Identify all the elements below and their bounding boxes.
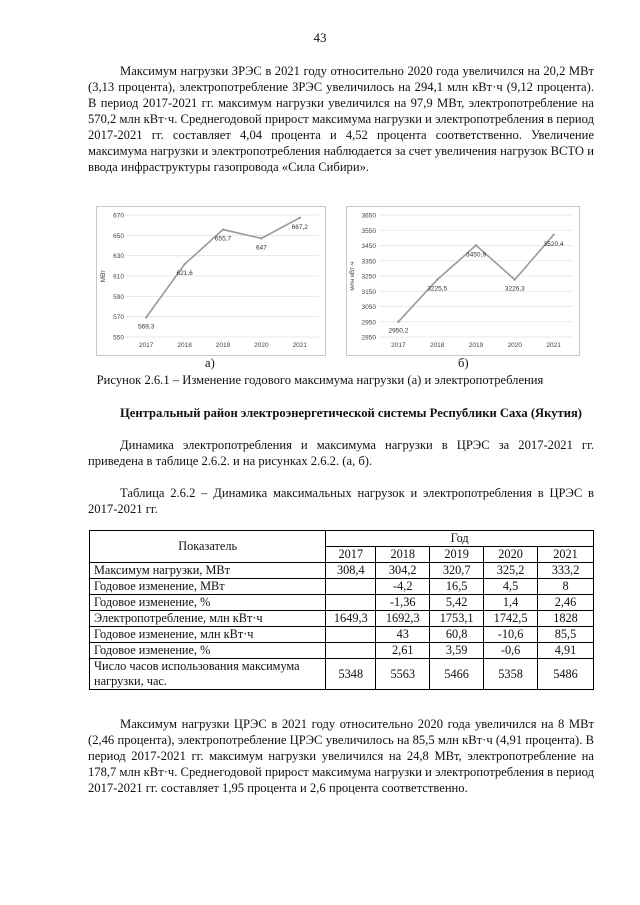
cell: 1742,5 xyxy=(484,611,538,627)
data-point xyxy=(183,263,185,265)
cell xyxy=(326,627,376,643)
cell: 5358 xyxy=(484,659,538,690)
y-tick-label: 3050 xyxy=(361,304,376,311)
cell: 5348 xyxy=(326,659,376,690)
header-year: Год xyxy=(326,531,594,547)
data-label: 2950,2 xyxy=(388,327,409,335)
data-point xyxy=(514,278,516,280)
cell: -1,36 xyxy=(376,595,430,611)
y-tick-label: 3150 xyxy=(361,288,376,296)
data-point xyxy=(397,321,399,323)
y-tick-label: 590 xyxy=(113,293,124,301)
table-row xyxy=(90,659,594,690)
cell: 5563 xyxy=(376,659,430,690)
cell xyxy=(326,595,376,611)
row-label: Электропотребление, млн кВт·ч xyxy=(90,611,326,627)
table-caption: Таблица 2.6.2 – Динамика максимальных нагрузок и электропотребления в ЦРЭС в 2017-2021 гг. xyxy=(88,486,594,516)
cell: 43 xyxy=(376,627,430,643)
chart-b xyxy=(346,206,580,356)
y-tick-label: 2850 xyxy=(361,334,376,342)
chart-b-svg xyxy=(347,207,579,355)
y-tick-label: 650 xyxy=(113,232,124,240)
data-label: 655,7 xyxy=(214,235,232,243)
page-number: 43 xyxy=(313,30,327,45)
series-line xyxy=(398,235,553,322)
cell xyxy=(326,579,376,595)
x-tick-label: 2019 xyxy=(215,342,231,349)
y-axis-label: млн кВт·ч xyxy=(349,261,356,291)
sub-label-b: б) xyxy=(458,356,469,370)
cell: 1753,1 xyxy=(430,611,484,627)
cell: 1,4 xyxy=(484,595,538,611)
cell: 5486 xyxy=(538,659,594,690)
data-point xyxy=(552,234,554,236)
x-tick-label: 2020 xyxy=(507,342,523,349)
header-year-cell: 2021 xyxy=(538,547,594,563)
paragraph-tsres: Максимум нагрузки ЦРЭС в 2021 году относительно 2020 года увеличился на 8 МВт (2,46 процента), электропотребление ЦРЭС увеличилось на 85,5 млн кВт·ч (4,91 процента). В период 2017-2021 гг. максимум нагрузки увеличился на 24,8 МВт, электропотребление на 178,7 млн кВт·ч. Среднегодовой прирост максимума нагрузки и электропотребления в период 2017-2021 гг. составляет 1,95 процента и 2,6 процента соответственно. xyxy=(88,717,594,795)
table-row xyxy=(90,643,594,659)
cell: 325,2 xyxy=(484,563,538,579)
x-tick-label: 2020 xyxy=(254,342,269,349)
cell: 4,5 xyxy=(484,579,538,595)
data-point xyxy=(436,279,438,281)
y-tick-label: 610 xyxy=(113,273,124,281)
x-tick-label: 2018 xyxy=(429,342,445,349)
cell: 320,7 xyxy=(430,563,484,579)
x-tick-label: 2019 xyxy=(468,342,484,349)
header-year-cell: 2020 xyxy=(484,547,538,563)
x-tick-label: 2017 xyxy=(391,342,406,349)
figure-caption: Рисунок 2.6.1 – Изменение годового максимума нагрузки (а) и электропотребления xyxy=(96,373,544,387)
x-tick-label: 2018 xyxy=(177,342,192,349)
cell xyxy=(326,643,376,659)
data-point xyxy=(260,237,262,239)
y-tick-label: 570 xyxy=(113,314,124,322)
row-label: Максимум нагрузки, МВт xyxy=(90,563,326,579)
y-tick-label: 3650 xyxy=(361,212,376,220)
y-tick-label: 3350 xyxy=(361,258,376,266)
table-row xyxy=(90,563,594,579)
row-label: Годовое изменение, млн кВт·ч xyxy=(90,627,326,643)
paragraph-zres: Максимум нагрузки ЗРЭС в 2021 году относительно 2020 года увеличился на 20,2 МВт (3,13 процента), электропотребление ЗРЭС увеличилось на 294,1 млн кВт·ч (9,12 процента). В период 2017-2021 гг. максимум нагрузки увеличился на 97,9 МВт, электропотребление на 570,2 млн кВт·ч. Среднегодовой прирост максимума нагрузки и электропотребления в период 2017-2021 гг. составляет 4,04 процента и 4,52 процента соответственно. Увеличение максимума нагрузки и электропотребления наблюдается за счет увеличения нагрузок ВСТО и ввода инфраструктуры газопровода «Сила Сибири». xyxy=(88,64,594,174)
paragraph-intro: Динамика электропотребления и максимума нагрузки в ЦРЭС за 2017-2021 гг. приведена в таблице 2.6.2. и на рисунках 2.6.2. (а, б). xyxy=(88,438,594,468)
data-table xyxy=(89,530,594,690)
data-label: 667,2 xyxy=(291,223,308,231)
y-tick-label: 3550 xyxy=(361,227,376,235)
cell: 5466 xyxy=(430,659,484,690)
table-row xyxy=(90,579,594,595)
cell: 333,2 xyxy=(538,563,594,579)
cell: 85,5 xyxy=(538,627,594,643)
data-label: 621,6 xyxy=(176,270,193,278)
table-row xyxy=(90,611,594,627)
cell: -4,2 xyxy=(376,579,430,595)
cell: 1649,3 xyxy=(326,611,376,627)
y-tick-label: 550 xyxy=(113,334,124,342)
data-label: 3520,4 xyxy=(543,240,564,248)
cell: 5,42 xyxy=(430,595,484,611)
y-axis-label: МВт xyxy=(100,269,107,283)
x-tick-label: 2021 xyxy=(546,342,561,349)
y-tick-label: 2950 xyxy=(361,319,376,327)
data-point xyxy=(299,217,301,219)
header-year-cell: 2018 xyxy=(376,547,430,563)
cell: 4,91 xyxy=(538,643,594,659)
table-row xyxy=(90,627,594,643)
data-label: 3450,9 xyxy=(466,251,486,259)
y-tick-label: 3450 xyxy=(361,243,376,250)
section-title: Центральный район электроэнергетической системы Республики Саха (Якутия) xyxy=(120,406,582,420)
data-label: 647 xyxy=(255,244,267,252)
chart-a-svg xyxy=(97,207,325,355)
table-row xyxy=(90,595,594,611)
cell: 60,8 xyxy=(430,627,484,643)
chart-a xyxy=(96,206,326,356)
series-line xyxy=(146,218,300,318)
data-point xyxy=(145,316,147,318)
row-label: Годовое изменение, МВт xyxy=(90,579,326,595)
row-label: Годовое изменение, % xyxy=(90,643,326,659)
data-label: 3225,5 xyxy=(427,285,448,293)
cell: 2,46 xyxy=(538,595,594,611)
header-year-cell: 2017 xyxy=(326,547,376,563)
row-label: Годовое изменение, % xyxy=(90,595,326,611)
data-point xyxy=(222,228,224,230)
header-year-cell: 2019 xyxy=(430,547,484,563)
y-tick-label: 630 xyxy=(113,253,124,261)
cell: 1828 xyxy=(538,611,594,627)
cell: -0,6 xyxy=(484,643,538,659)
x-tick-label: 2017 xyxy=(138,342,154,349)
data-label: 3226,3 xyxy=(504,285,525,293)
cell: 8 xyxy=(538,579,594,595)
cell: 3,59 xyxy=(430,643,484,659)
row-label: Число часов использования максимума нагрузки, час. xyxy=(90,659,326,690)
header-indicator: Показатель xyxy=(90,531,326,563)
cell: 308,4 xyxy=(326,563,376,579)
y-tick-label: 3250 xyxy=(361,273,376,281)
cell: 1692,3 xyxy=(376,611,430,627)
cell: 2,61 xyxy=(376,643,430,659)
cell: 16,5 xyxy=(430,579,484,595)
cell: -10,6 xyxy=(484,627,538,643)
data-point xyxy=(475,244,477,246)
cell: 304,2 xyxy=(376,563,430,579)
x-tick-label: 2021 xyxy=(292,342,308,349)
y-tick-label: 670 xyxy=(113,212,124,220)
sub-label-a: а) xyxy=(205,356,215,370)
data-label: 569,3 xyxy=(138,323,155,331)
